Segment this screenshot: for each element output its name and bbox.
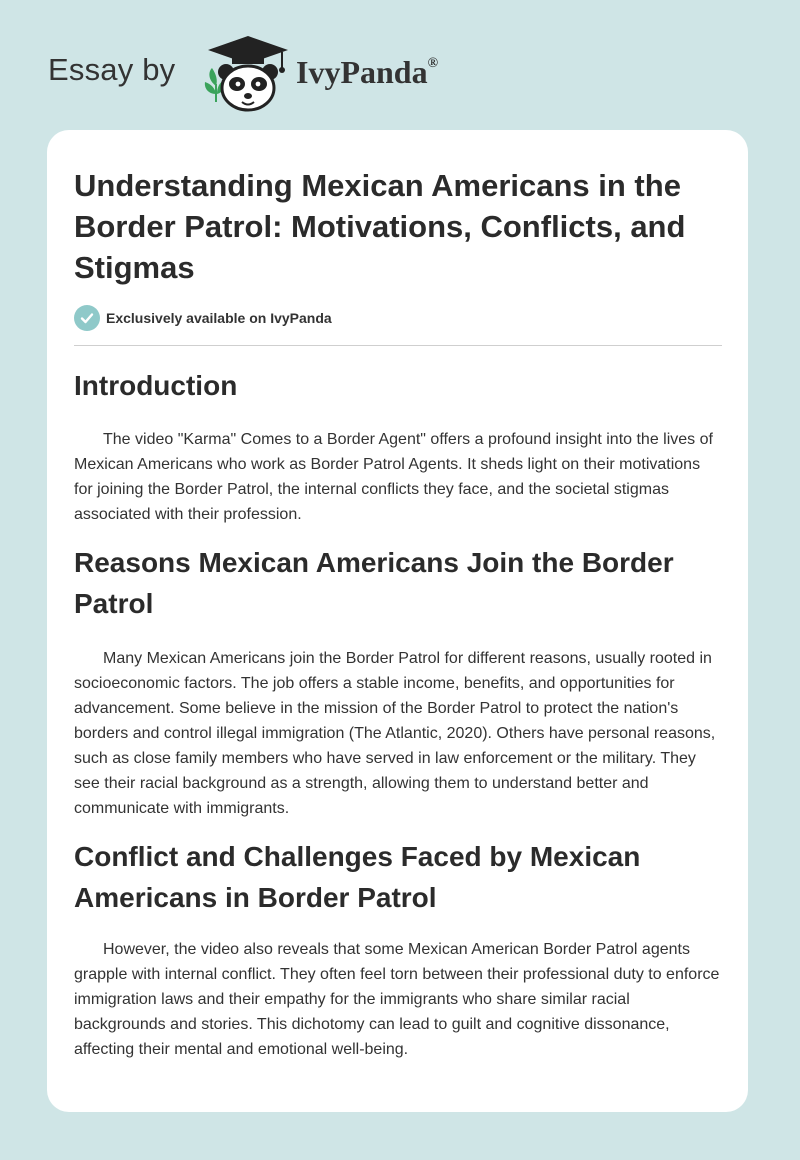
brand-name: IvyPanda® [296, 54, 439, 90]
exclusive-badge [74, 304, 332, 332]
section-paragraph-introduction: The video "Karma" Comes to a Border Agent" offers a profound insight into the lives of Mexican Americans who work as Border Patrol Agents. It sheds light on their motivations for joining the Border Patrol, the internal conflicts they face, and the societal stigmas associated with their profession. [74, 431, 713, 523]
essay-card [47, 130, 748, 1112]
brand-prefix: Essay by [48, 52, 176, 87]
section-heading-reasons: Reasons Mexican Americans Join the Border Patrol [74, 547, 674, 619]
section-heading-conflict: Conflict and Challenges Faced by Mexican Americans in Border Patrol [74, 841, 641, 913]
section-paragraph-reasons: Many Mexican Americans join the Border Patrol for different reasons, usually rooted in socioeconomic factors. The job offers a stable income, benefits, and opportunities for advancement. Some believe in the mission of the Border Patrol to protect the nation's borders and control illegal immigration (The Atlantic, 2020). Others have personal reasons, such as close family members who have served in law enforcement or the military. They see their racial background as a strength, allowing them to understand better and communicate with immigrants. [74, 650, 716, 817]
divider [74, 345, 722, 346]
badge-text: Exclusively available on IvyPanda [106, 310, 332, 326]
section-heading-introduction: Introduction [74, 370, 238, 401]
panda-graduate-icon [202, 34, 294, 114]
check-circle-icon [74, 305, 100, 331]
section-paragraph-conflict: However, the video also reveals that some Mexican American Border Patrol agents grapple with internal conflict. They often feel torn between their professional duty to enforce immigration laws and their empathy for the immigrants who share similar racial backgrounds and stories. This dichotomy can lead to guilt and cognitive dissonance, affecting their mental and emotional well-being. [74, 941, 720, 1058]
page-title: Understanding Mexican Americans in the Border Patrol: Motivations, Conflicts, and Stigmas [74, 168, 686, 285]
brand-header[interactable] [48, 30, 528, 110]
